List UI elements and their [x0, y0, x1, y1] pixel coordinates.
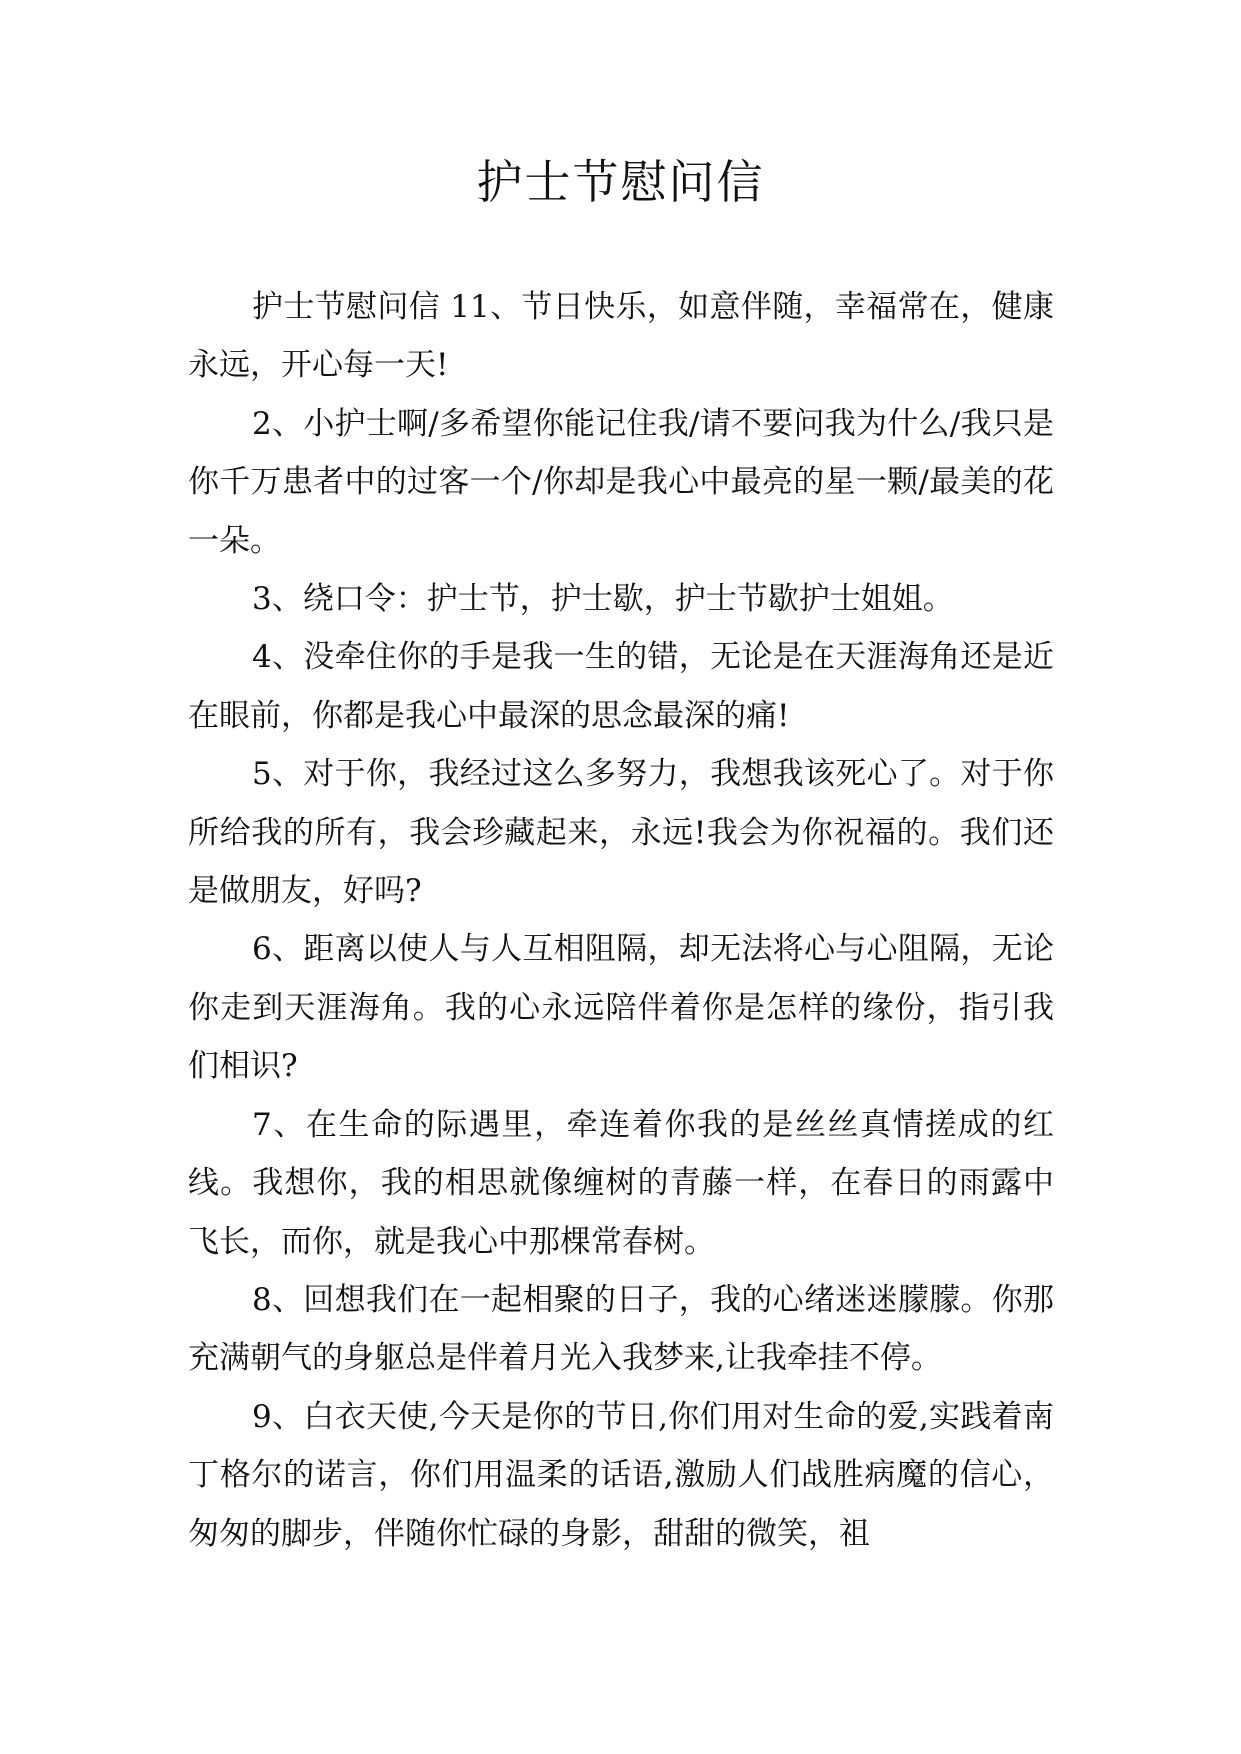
paragraph-2: 2、小护士啊/多希望你能记住我/请不要问我为什么/我只是你千万患者中的过客一个/你却是我心中最亮的星一颗/最美的花一朵。 [188, 405, 1054, 559]
paragraph-3: 3、绕口令：护士节，护士歇，护士节歇护士姐姐。 [252, 581, 954, 618]
paragraph-8: 8、回想我们在一起相聚的日子，我的心绪迷迷朦朦。你那充满朝气的身躯总是伴着月光入我梦来,让我牵挂不停。 [188, 1281, 1054, 1377]
paragraph-6: 6、距离以使人与人互相阻隔，却无法将心与心阻隔，无论你走到天涯海角。我的心永远陪伴着你是怎样的缘份，指引我们相识? [188, 931, 1054, 1085]
paragraph-9: 9、白衣天使,今天是你的节日,你们用对生命的爱,实践着南丁格尔的诺言，你们用温柔的话语,激励人们战胜病魔的信心，匆匆的脚步，伴随你忙碌的身影，甜甜的微笑，祖 [188, 1398, 1054, 1552]
document-title: 护士节慰问信 [476, 155, 765, 209]
paragraph-4: 4、没牵住你的手是我一生的错，无论是在天涯海角还是近在眼前，你都是我心中最深的思念最深的痛! [188, 639, 1054, 734]
document-body [188, 278, 1054, 1563]
paragraph-5: 5、对于你，我经过这么多努力，我想我该死心了。对于你所给我的所有，我会珍藏起来，永远!我会为你祝福的。我们还是做朋友，好吗? [188, 756, 1054, 910]
paragraph-7: 7、在生命的际遇里，牵连着你我的是丝丝真情搓成的红线。我想你，我的相思就像缠树的青藤一样，在春日的雨露中飞长，而你，就是我心中那棵常春树。 [188, 1106, 1054, 1260]
paragraph-1: 护士节慰问信 11、节日快乐，如意伴随，幸福常在，健康永远，开心每一天! [188, 289, 1054, 384]
